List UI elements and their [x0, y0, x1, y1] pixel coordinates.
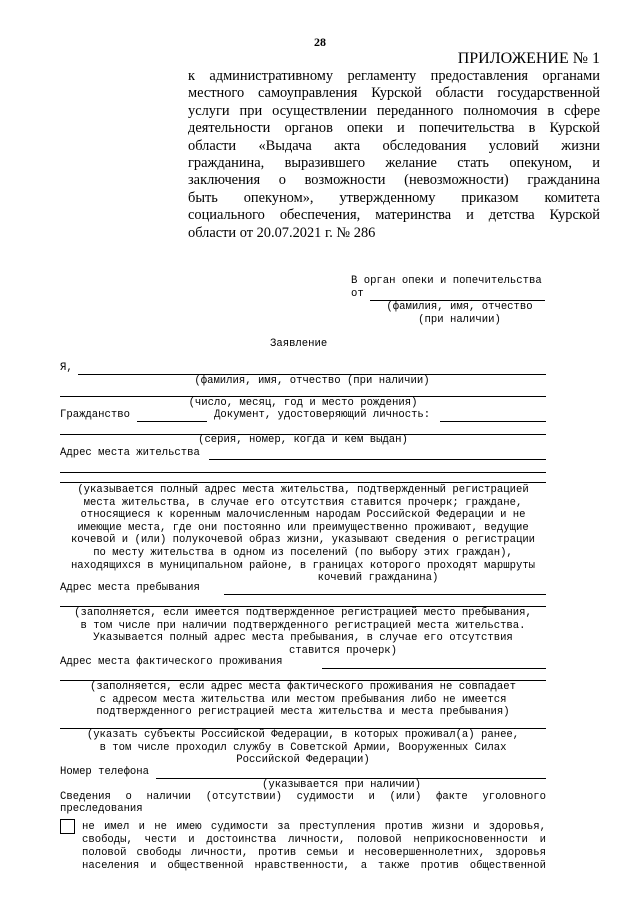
appendix-line: области «Выдача акта обследования условий жизни: [188, 137, 600, 154]
i-label: Я,: [60, 362, 73, 374]
option1-line: половой свободы личности, против семьи и несовершеннолетних, здоровья: [82, 847, 546, 859]
hint-stay-line: Указывается полный адрес места пребывания, в случае его отсутствия: [93, 632, 513, 645]
hint-stay-line: в том числе при наличии подтвержденного регистрацией места жительства.: [80, 619, 526, 632]
hint-residence-line: относящиеся к коренным малочисленным народам Российской Федерации и не: [80, 509, 526, 522]
appendix-line: быть опекуном», утвержденному приказом комитета: [188, 189, 600, 206]
hint-residence-line: кочевий гражданина): [317, 572, 439, 585]
citizenship-label: Гражданство: [60, 409, 130, 421]
addressee-from-label: от: [351, 288, 364, 300]
appendix-title: ПРИЛОЖЕНИЕ № 1: [457, 50, 600, 67]
addressee-line: В орган опеки и попечительства: [351, 275, 542, 287]
hint-stay: [60, 607, 546, 657]
appendix-line: услуги при осуществлении переданного полномочия в сфере: [188, 102, 600, 119]
actual-field[interactable]: [322, 668, 546, 669]
stay-label: Адрес места пребывания: [60, 582, 200, 594]
form-title: Заявление: [270, 338, 328, 350]
conviction-heading: Сведения о наличии (отсутствии) судимости и (или) факте уголовного: [60, 791, 546, 803]
hint-residence-line: имеющие места, где они постоянно или преимущественно проживают, ведущие: [77, 521, 529, 534]
option1-line: свободы, чести и достоинства личности, половой неприкосновенности и: [82, 834, 546, 846]
hint-residence: [60, 484, 546, 585]
appendix-line: гражданина, выразившего желание стать опекуном, и: [188, 155, 600, 172]
page-number: 28: [314, 35, 326, 49]
option1-text: [82, 821, 546, 873]
hint-subjects: [60, 729, 546, 767]
hint-subjects-line: (указать субъекты Российской Федерации, в которых проживал(а) ранее,: [86, 729, 520, 741]
residence-label: Адрес места жительства: [60, 447, 200, 459]
hint-birth: (число, месяц, год и место рождения): [188, 397, 418, 409]
hint-actual: [60, 681, 546, 719]
residence-field-2[interactable]: [60, 472, 546, 473]
stay-field[interactable]: [224, 594, 546, 595]
phone-label: Номер телефона: [60, 766, 150, 778]
hint-residence-line: по месту жительства в одном из поселений (по выбору этих граждан),: [93, 546, 513, 559]
hint-residence-line: кочевой и (или) полукочевой образ жизни, указывают сведения о регистрации: [70, 534, 536, 547]
hint-fio: (фамилия, имя, отчество (при наличии): [194, 375, 430, 387]
hint-subjects-line: Российской Федерации): [236, 754, 370, 767]
document-label: Документ, удостоверяющий личность:: [214, 409, 431, 421]
appendix-line: социального обеспечения, материнства и детства Курской: [188, 207, 600, 224]
hint-actual-line: с адресом места жительства или местом пребывания либо не имеется: [99, 693, 507, 706]
option1-checkbox[interactable]: [60, 819, 75, 834]
document-field[interactable]: [440, 421, 546, 422]
option1-line: населения и общественной нравственности, а также против общественной: [82, 860, 546, 872]
hint-residence-line: места жительства, в случае его отсутствия ставится прочерк; граждане,: [83, 496, 523, 509]
hint-actual-line: (заполняется, если адрес места фактического проживания не совпадает: [90, 681, 516, 693]
hint-document: (серия, номер, когда и кем выдан): [198, 434, 408, 446]
appendix-line: местного самоуправления Курской области государственной: [188, 85, 600, 102]
hint-subjects-line: в том числе проходил службу в Советской Армии, Вооруженных Силах: [99, 741, 507, 754]
hint-phone: (указывается при наличии): [262, 779, 421, 791]
appendix-line: деятельности органов опеки и попечительства в Курской: [188, 120, 600, 137]
citizenship-field[interactable]: [137, 421, 207, 422]
conviction-heading-2: преследования: [60, 803, 143, 815]
hint-residence-line: находящихся в муниципальном районе, в границах которого проходят маршруты: [70, 559, 536, 572]
residence-field[interactable]: [209, 459, 546, 460]
appendix-text: [188, 68, 600, 242]
appendix-line: области от 20.07.2021 г. № 286: [188, 224, 376, 241]
addressee-hint-fio: (фамилия, имя, отчество: [386, 301, 533, 313]
appendix-line: заключения о возможности (невозможности) гражданина: [188, 172, 600, 189]
hint-actual-line: подтвержденного регистрацией места жительства и места пребывания): [96, 706, 510, 719]
appendix-line: к административному регламенту предоставления органами: [188, 68, 600, 84]
hint-stay-line: (заполняется, если имеется подтвержденное регистрацией место пребывания,: [74, 607, 532, 619]
addressee-hint-presence: (при наличии): [418, 314, 501, 326]
hint-residence-line: (указывается полный адрес места жительства, подтвержденный регистрацией: [77, 484, 529, 496]
hint-stay-line: ставится прочерк): [288, 644, 398, 657]
residence-field-3[interactable]: [60, 482, 546, 483]
option1-line: не имел и не имею судимости за преступления против жизни и здоровья,: [82, 821, 546, 833]
actual-label: Адрес места фактического проживания: [60, 656, 283, 668]
